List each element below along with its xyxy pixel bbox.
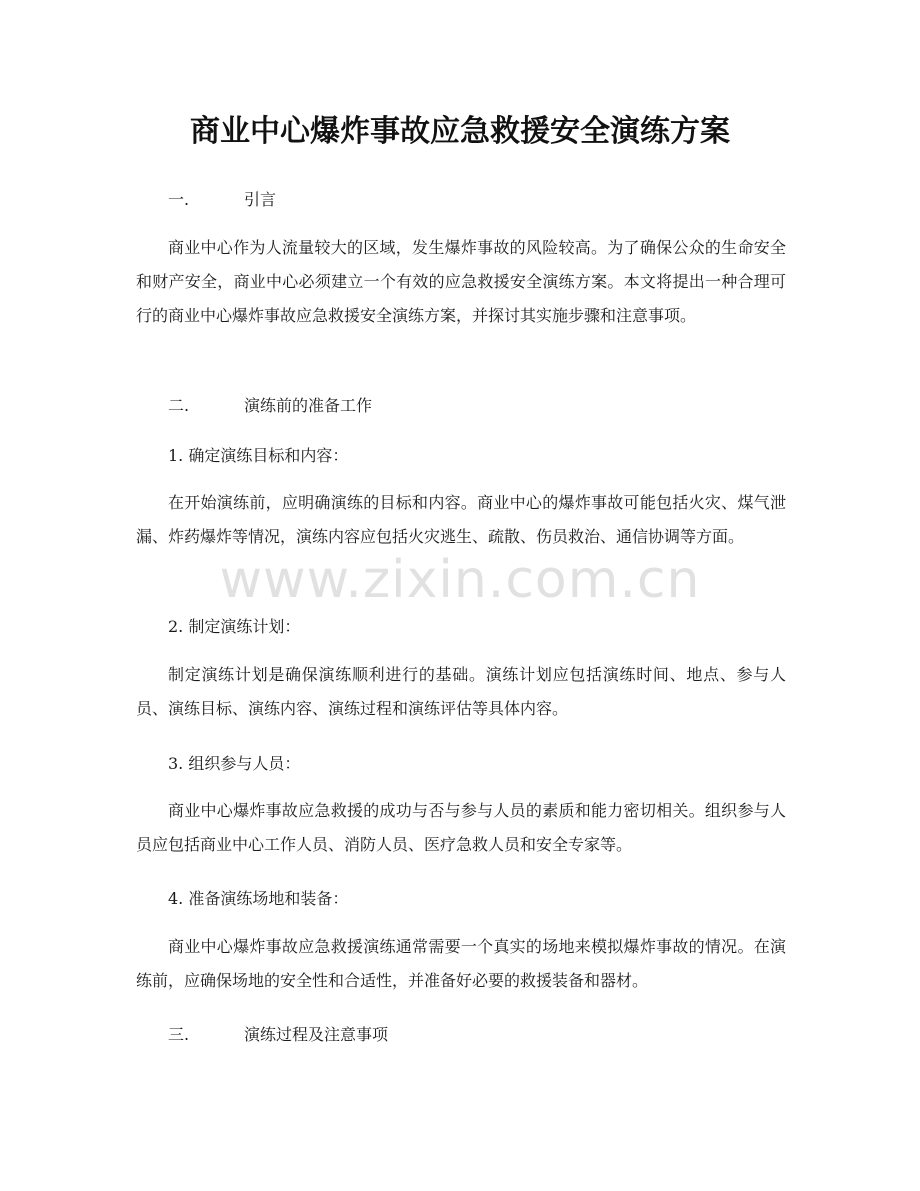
section-heading-intro [168,188,276,212]
personnel-paragraph: 商业中心爆炸事故应急救援的成功与否与参与人员的素质和能力密切相关。组织参与人员应包括商业中心工作人员、消防人员、医疗急救人员和安全专家等。 [136,801,786,854]
section-heading-process [168,1023,388,1047]
section-number: 一. [168,190,190,209]
venue-paragraph: 商业中心爆炸事故应急救援演练通常需要一个真实的场地来模拟爆炸事故的情况。在演练前，应确保场地的安全性和合适性，并准备好必要的救援装备和器材。 [136,937,786,990]
sub-heading-plan: 2. 制定演练计划： [168,617,301,636]
goals-paragraph: 在开始演练前，应明确演练的目标和内容。商业中心的爆炸事故可能包括火灾、煤气泄漏、炸药爆炸等情况，演练内容应包括火灾逃生、疏散、伤员救治、通信协调等方面。 [136,493,786,546]
intro-paragraph: 商业中心作为人流量较大的区域，发生爆炸事故的风险较高。为了确保公众的生命安全和财产安全，商业中心必须建立一个有效的应急救援安全演练方案。本文将提出一种合理可行的商业中心爆炸事故应急救援安全演练方案，并探讨其实施步骤和注意事项。 [136,238,786,325]
section-title: 演练前的准备工作 [244,396,373,415]
section-title: 引言 [244,190,277,209]
section-heading-preparation [168,394,372,418]
sub-heading-goals: 1. 确定演练目标和内容： [168,446,349,465]
section-number: 二. [168,396,190,415]
sub-heading-venue: 4. 准备演练场地和装备： [168,889,349,908]
watermark: www.zixin.com.cn [219,550,701,610]
plan-paragraph: 制定演练计划是确保演练顺利进行的基础。演练计划应包括演练时间、地点、参与人员、演练目标、演练内容、演练过程和演练评估等具体内容。 [136,665,786,718]
document-title: 商业中心爆炸事故应急救援安全演练方案 [190,114,730,149]
section-number: 三. [168,1025,190,1044]
sub-heading-personnel: 3. 组织参与人员： [168,754,301,773]
section-title: 演练过程及注意事项 [244,1025,389,1044]
